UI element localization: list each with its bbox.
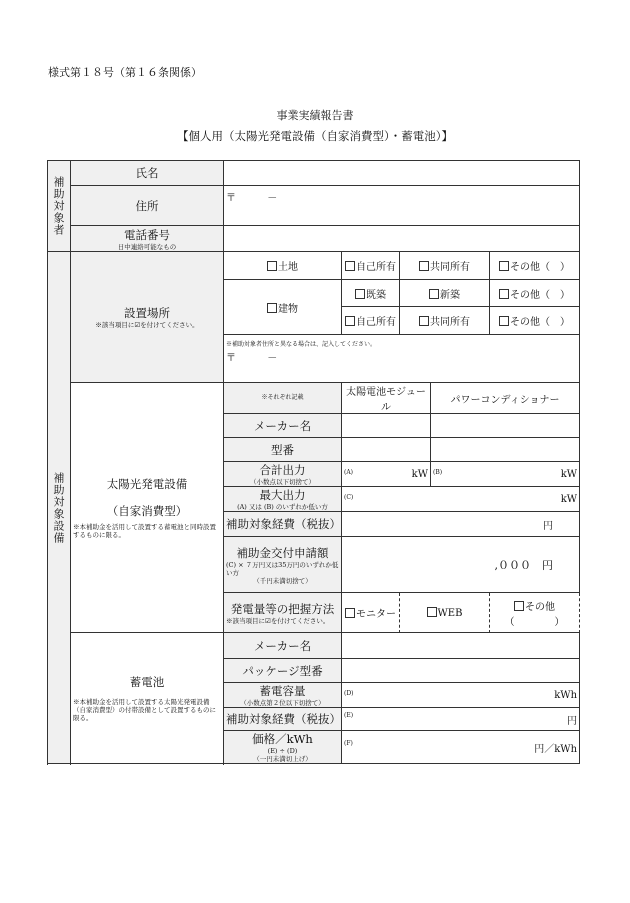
location-diff-note: ※補助対象者住所と異なる場合は、記入してください。 <box>226 341 377 348</box>
capacity-field[interactable]: (D) kWh <box>342 683 580 708</box>
name-field[interactable] <box>224 161 580 186</box>
solar-cost-label: 補助対象経費（税抜） <box>224 512 342 537</box>
power-method-label-cell: 発電量等の把握方法 ※該当項目に☑を付けてください。 <box>224 593 342 633</box>
existing-checkbox[interactable]: 既築 <box>342 280 400 307</box>
module-model-field[interactable] <box>342 438 431 462</box>
solar-label-cell: 太陽光発電設備 （自家消費型） ※本補助金を活用して設置する蓄電池と同時設置するものに限る。 <box>71 383 224 633</box>
total-output-label: 合計出力 （小数点以下切捨て） <box>224 462 342 487</box>
web-checkbox[interactable]: WEB <box>400 593 490 633</box>
building-shared-checkbox[interactable]: 共同所有 <box>400 307 490 335</box>
solar-label: 太陽光発電設備 <box>106 477 188 491</box>
address-label: 住所 <box>71 186 224 226</box>
land-other-checkbox[interactable]: その他（ ） <box>490 252 580 280</box>
new-checkbox[interactable]: 新築 <box>400 280 490 307</box>
package-model-field[interactable] <box>342 659 580 683</box>
building-other-checkbox-1[interactable]: その他（ ） <box>490 280 580 307</box>
land-own-checkbox[interactable]: 自己所有 <box>342 252 400 280</box>
each-note: ※それぞれ記載 <box>224 383 342 414</box>
location-address-field[interactable]: ※補助対象者住所と異なる場合は、記入してください。 〒 － <box>224 335 580 383</box>
package-model-label: パッケージ型番 <box>224 659 342 683</box>
module-col-header: 太陽電池モジュール <box>342 383 431 414</box>
battery-label: 蓄電池 <box>129 675 165 689</box>
land-checkbox[interactable]: 土地 <box>224 252 342 280</box>
phone-label-cell <box>71 226 224 252</box>
battery-cost-field[interactable]: (E) 円 <box>342 708 580 731</box>
grant-label-cell: 補助金交付申請額 (C) × ７万円又は35万円のいずれか低い方 （千円未満切捨て） <box>224 537 342 593</box>
report-form-table <box>47 160 580 764</box>
building-own-checkbox[interactable]: 自己所有 <box>342 307 400 335</box>
applicant-section: 補助対象者 <box>48 161 71 252</box>
inverter-col-header: パワーコンディショナー <box>431 383 580 414</box>
monitor-checkbox[interactable]: モニター <box>342 593 400 633</box>
module-maker-field[interactable] <box>342 414 431 438</box>
document-title: 事業実績報告書 <box>276 109 354 122</box>
postal-mark: 〒 <box>226 193 236 204</box>
max-output-label: 最大出力 (A) 又は (B) のいずれか低い方 <box>224 487 342 512</box>
capacity-label: 蓄電容量 （小数点第２位以下切捨て） <box>224 683 342 708</box>
inverter-model-field[interactable] <box>431 438 580 462</box>
phone-note: 日中連絡可能なもの <box>117 242 177 251</box>
address-field[interactable]: 〒 － <box>224 186 580 226</box>
total-output-b-field[interactable]: (B) kW <box>431 462 580 487</box>
building-other-checkbox-2[interactable]: その他（ ） <box>490 307 580 335</box>
location-label-cell: 設置場所 ※該当項目に☑を付けてください。 <box>71 252 224 383</box>
phone-field[interactable] <box>224 226 580 252</box>
phone-label: 電話番号 <box>124 227 170 242</box>
document-subtitle: 【個人用（太陽光発電設備（自家消費型）・蓄電池）】 <box>177 129 453 143</box>
battery-label-cell: 蓄電池 ※本補助金を活用して設置する太陽光発電設備（自家消費型）の付帯設備として設置するものに限る。 <box>71 633 224 764</box>
building-checkbox[interactable]: 建物 <box>224 280 342 335</box>
equipment-section: 補助対象設備 <box>48 252 71 764</box>
battery-maker-field[interactable] <box>342 633 580 659</box>
inverter-maker-field[interactable] <box>431 414 580 438</box>
total-output-a-field[interactable]: (A) kW <box>342 462 431 487</box>
price-label-cell: 価格／kWh (E) ÷ (D) （一円未満切上げ） <box>224 731 342 764</box>
solar-maker-label: メーカー名 <box>224 414 342 438</box>
price-field[interactable]: (F) 円／kWh <box>342 731 580 764</box>
solar-model-label: 型番 <box>224 438 342 462</box>
battery-maker-label: メーカー名 <box>224 633 342 659</box>
battery-cost-label: 補助対象経費（税抜） <box>224 708 342 731</box>
land-shared-checkbox[interactable]: 共同所有 <box>400 252 490 280</box>
grant-amount-field[interactable]: ,０００ 円 <box>342 537 580 593</box>
max-output-field[interactable]: (C) kW <box>342 487 580 512</box>
power-other-checkbox[interactable]: その他 （ ） <box>490 593 580 633</box>
form-number: 様式第１８号（第１６条関係） <box>48 66 202 79</box>
name-label: 氏名 <box>71 161 224 186</box>
solar-cost-field[interactable]: 円 <box>342 512 580 537</box>
